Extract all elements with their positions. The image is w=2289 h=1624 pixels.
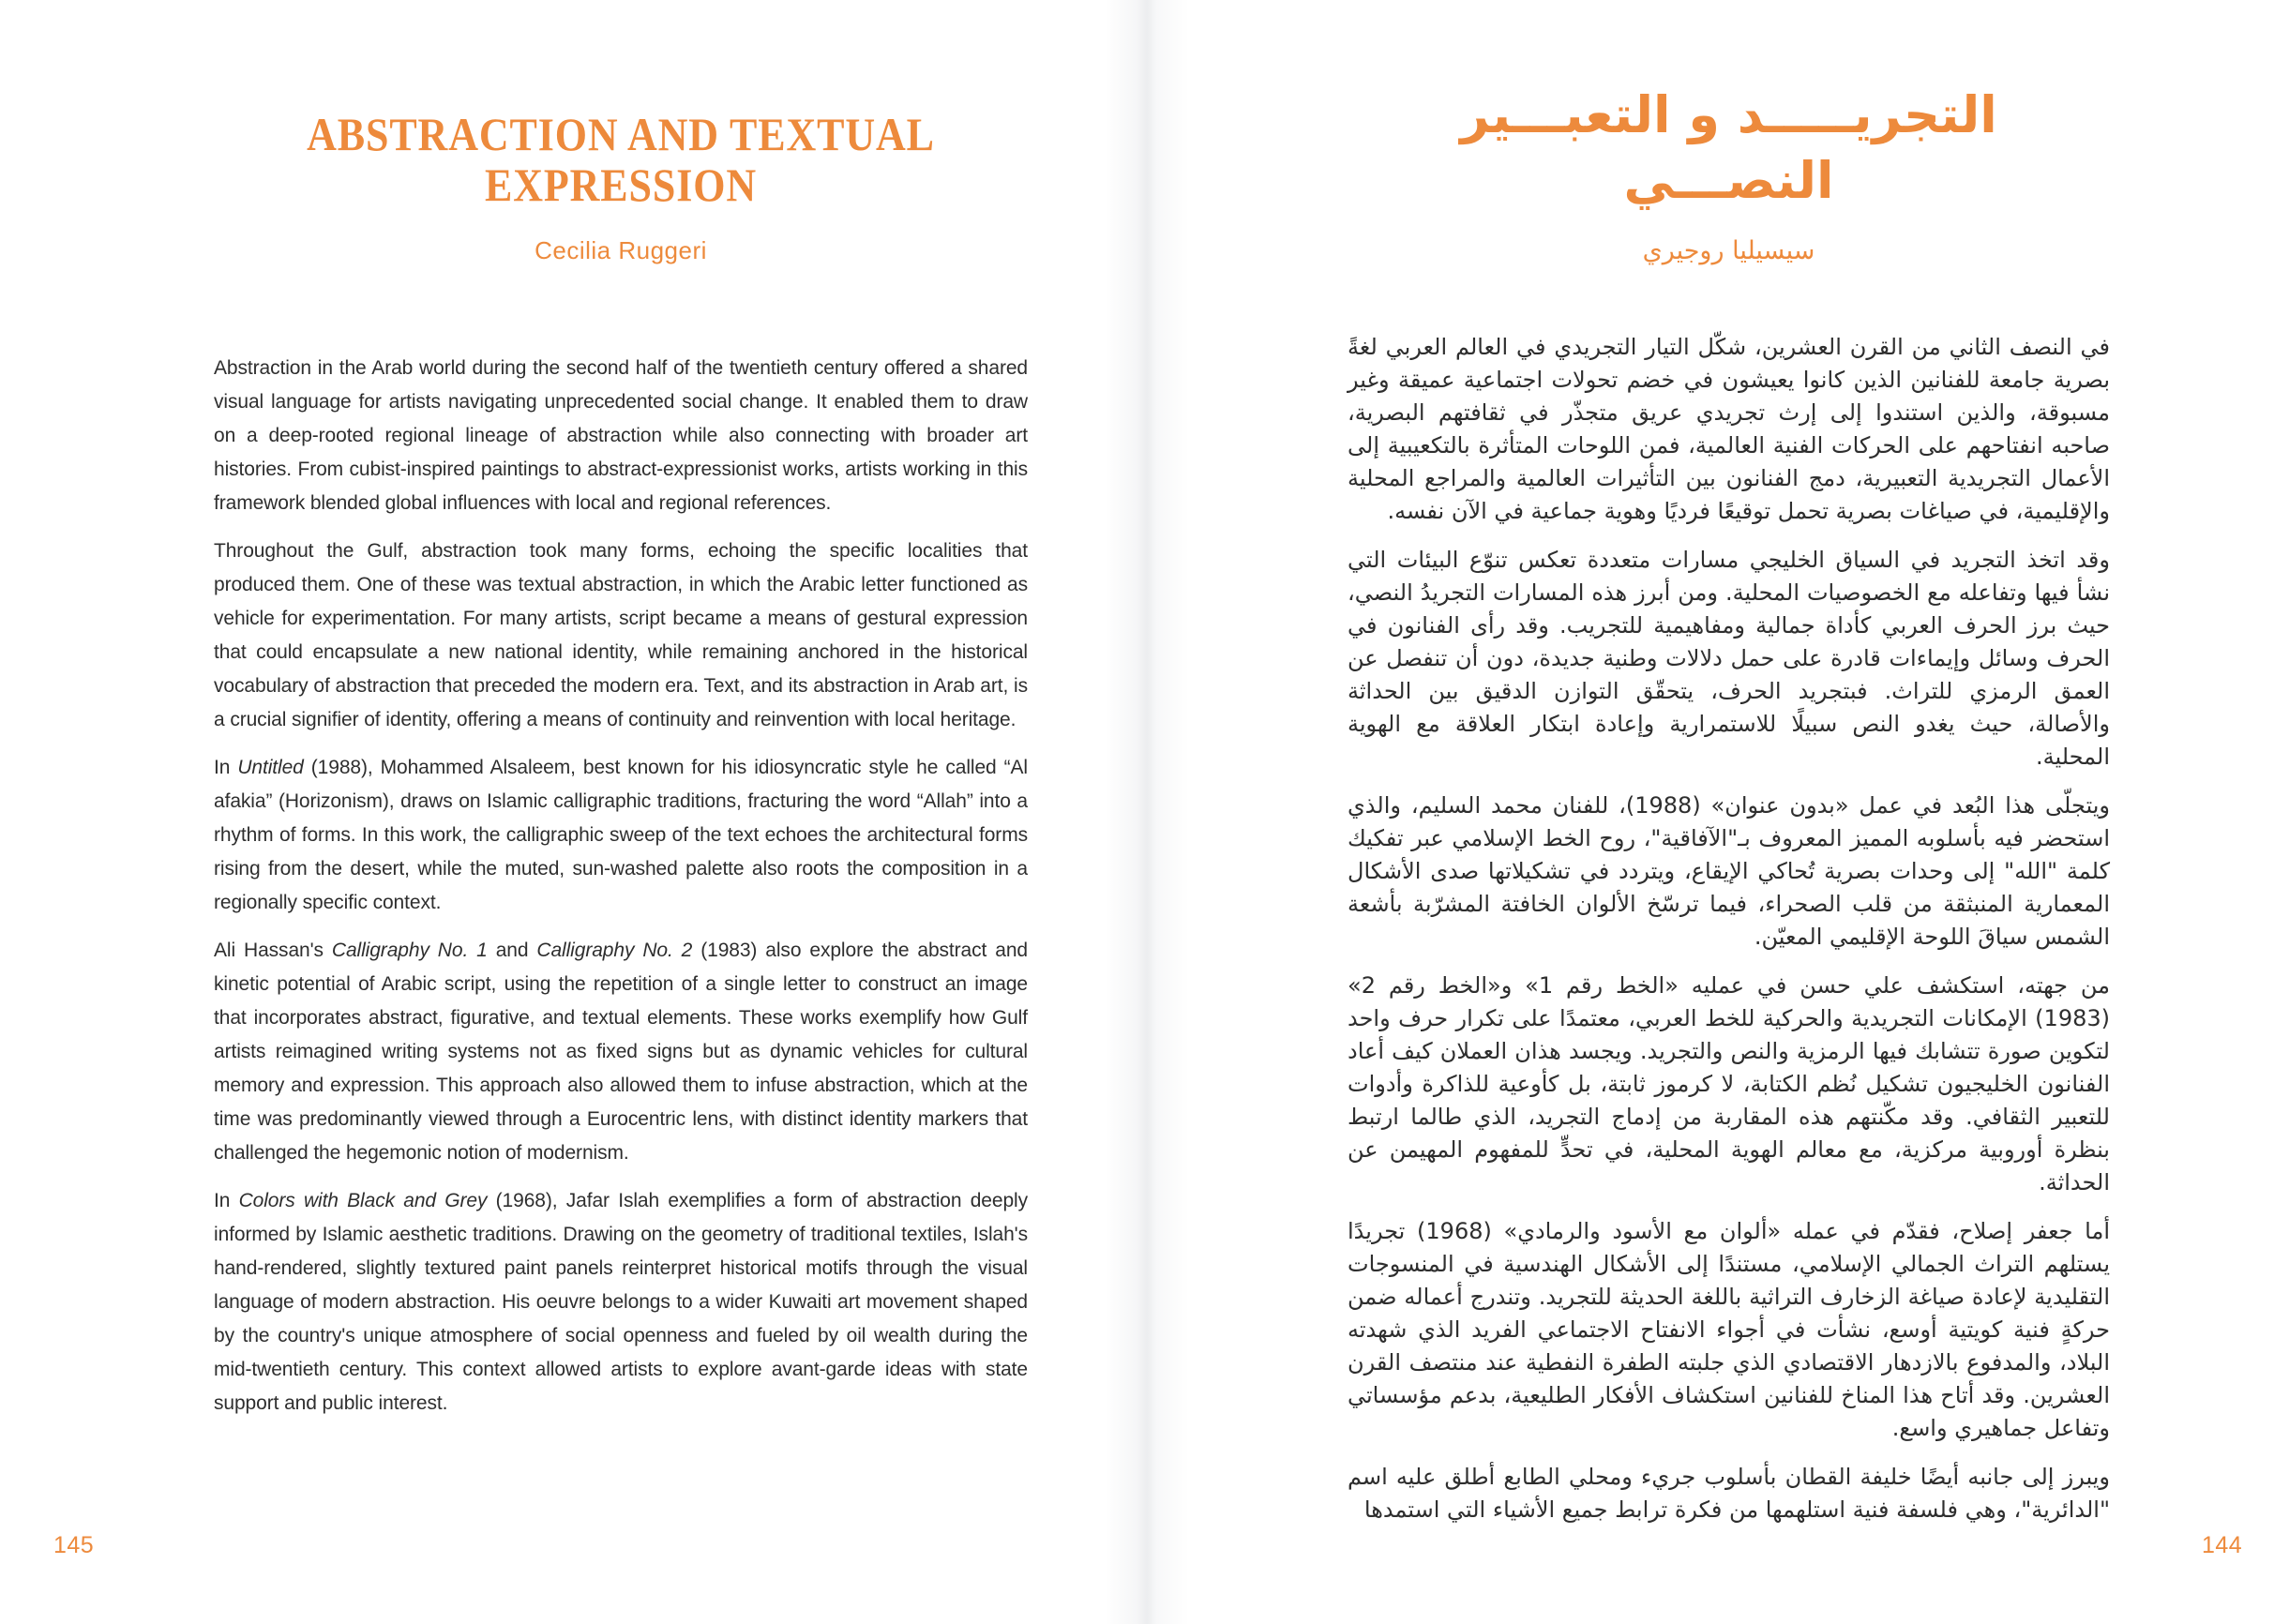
italic-text-run: Calligraphy No. 2 xyxy=(536,940,693,961)
paragraph xyxy=(1348,1215,2110,1445)
paragraph xyxy=(1348,331,2110,528)
paragraph xyxy=(1348,544,2110,774)
text-run: من جهته، استكشف علي حسن في عمليه «الخط رقم 1» و«الخط رقم 2» (1983) الإمكانات التجريدية والحركية للخط العربي، معتمدًا على تكرار حرف واحد لتكوين صورة تتشابك فيها الرمزية والنص والتجريد. ويجسد هذان العملان كيف أعاد الفنانون الخليجيون تشكيل نُظم الكتابة، لا كرموز ثابتة، بل كأوعية للذاكرة وأدوات للتعبير الثقافي. وقد مكّنتهم هذه المقاربة من إدماج التجريد، الذي طالما ارتبط بنظرة أوروبية مركزية، مع معالم الهوية المحلية، في تحدٍّ للمفهوم المهيمن عن الحداثة. xyxy=(1348,972,2110,1196)
article-title-arabic: التجريـــــد و التعبـــير النصـــي xyxy=(1460,85,1997,211)
text-run: في النصف الثاني من القرن العشرين، شكّل التيار التجريدي في العالم العربي لغةً بصرية جامعة للفنانين الذين كانوا يعيشون في خضم تحولات اجتماعية عميقة وغير مسبوقة، والذين استندوا إلى إرث تجريدي عريق متجذّر في ثقافتهم البصرية، صاحبه انفتاحهم على الحركات الفنية العالمية، فمن اللوحات المتأثرة بالتكعيبية إلى الأعمال التجريدية التعبيرية، دمج الفنانون بين التأثيرات العالمية والمراجع المحلية والإقليمية، في صياغات بصرية تحمل توقيعًا فرديًا وهوية جماعية في الآن نفسه. xyxy=(1348,334,2110,525)
italic-text-run: Colors with Black and Grey xyxy=(238,1190,488,1211)
page-number-right: 144 xyxy=(2202,1532,2243,1558)
text-run: Ali Hassan's xyxy=(214,940,332,961)
text-run: In xyxy=(214,1190,239,1211)
paragraph xyxy=(1348,970,2110,1199)
paragraph xyxy=(1348,789,2110,954)
paragraph xyxy=(1348,1461,2110,1526)
paragraph xyxy=(214,1184,1028,1421)
arabic-column xyxy=(1348,0,2110,1542)
page-number-left: 145 xyxy=(53,1532,95,1558)
english-paragraphs xyxy=(214,352,1028,1421)
italic-text-run: Calligraphy No. 1 xyxy=(331,940,488,961)
article-title-english: ABSTRACTION AND TEXTUAL EXPRESSION xyxy=(307,108,935,211)
text-run: ويبرز إلى جانبه أيضًا خليفة القطان بأسلوب جريء ومحلي الطابع أطلق عليه اسم "الدائرية"، وهي فلسفة فنية استلهمها من فكرة ترابط جميع الأشياء التي استمدها xyxy=(1348,1464,2110,1524)
text-run: Abstraction in the Arab world during the second half of the twentieth century offered a shared visual language for artists navigating unprecedented social change. It enabled them to draw on a deep-rooted regional lineage of abstraction while also connecting with broader art histories. From cubist-inspired paintings to abstract-expressionist works, artists working in this framework blended global influences with local and regional references. xyxy=(214,357,1028,514)
text-run: أما جعفر إصلاح، فقدّم في عمله «ألوان مع الأسود والرمادي» (1968) تجريدًا يستلهم التراث الجمالي الإسلامي، مستندًا إلى الأشكال الهندسية في المنسوجات التقليدية لإعادة صياغة الزخارف التراثية باللغة الحديثة للتجريد. وتندرج أعماله ضمن حركةٍ فنية كويتية أوسع، نشأت في أجواء الانفتاح الاجتماعي الفريد الذي شهدته البلاد، والمدفوع بالازدهار الاقتصادي الذي جلبته الطفرة النفطية عند منتصف القرن العشرين. وقد أتاح هذا المناخ للفنانين استكشاف الأفكار الطليعية، بدعم مؤسساتي وتفاعل جماهيري واسع. xyxy=(1348,1218,2110,1442)
author-name-english: Cecilia Ruggeri xyxy=(535,236,707,264)
text-run: وقد اتخذ التجريد في السياق الخليجي مسارات متعددة تعكس تنوّع البيئات التي نشأ فيها وتفاعله مع الخصوصيات المحلية. ومن أبرز هذه المسارات التجريدُ النصي، حيث برز الحرف العربي كأداة جمالية ومفاهيمية للتجريب. وقد رأى الفنانون في الحرف وسائل وإيماءات قادرة على حمل دلالات وطنية جديدة، دون أن تنفصل عن العمق الرمزي للتراث. فبتجريد الحرف، يتحقّق التوازن الدقيق بين الحداثة والأصالة، حيث يغدو النص سبيلًا للاستمرارية وإعادة ابتكار العلاقة مع الهوية المحلية. xyxy=(1348,547,2110,771)
text-run: Throughout the Gulf, abstraction took many forms, echoing the specific localities that produced them. One of these was textual abstraction, in which the Arabic letter functioned as vehicle for experimentation. For many artists, script became a means of gestural expression that could encapsulate a new national identity, while remaining anchored in the historical vocabulary of abstraction that preceded the modern era. Text, and its abstraction in Arab art, is a crucial signifier of identity, offering a means of continuity and reinvention with local heritage. xyxy=(214,540,1028,730)
text-run: and xyxy=(487,940,537,961)
italic-text-run: Untitled xyxy=(237,757,304,778)
paragraph xyxy=(214,751,1028,920)
text-run: (1988), Mohammed Alsaleem, best known for his idiosyncratic style he called “Al afakia” (Horizonism), draws on Islamic calligraphic traditions, fracturing the word “Allah” into a rhythm of forms. In this work, the calligraphic sweep of the text echoes the architectural forms rising from the desert, while the muted, sun-washed palette also roots the composition in a regionally specific context. xyxy=(214,757,1028,913)
arabic-paragraphs xyxy=(1348,331,2110,1526)
author-name-arabic: سيسيليا روجيري xyxy=(1642,236,1815,266)
paragraph xyxy=(214,352,1028,520)
paragraph xyxy=(214,534,1028,737)
text-run: (1968), Jafar Islah exemplifies a form of abstraction deeply informed by Islamic aesthetic traditions. Drawing on the geometry of traditional textiles, Islah's hand-rendered, slightly textured paint panels reinterpret historical motifs through the visual language of modern abstraction. His oeuvre belongs to a wider Kuwaiti art movement shaped by the country's unique atmosphere of social openness and fueled by oil wealth during the mid-twentieth century. This context allowed artists to explore avant-garde ideas with state support and public interest. xyxy=(214,1190,1028,1414)
english-column xyxy=(214,0,1028,1435)
text-run: In xyxy=(214,757,238,778)
text-run: (1983) also explore the abstract and kinetic potential of Arabic script, using the repetition of a single letter to construct an image that incorporates abstract, figurative, and textual elements. These works exemplify how Gulf artists reimagined writing systems not as fixed signs but as dynamic vehicles for cultural memory and expression. This approach also allowed them to infuse abstraction, which at the time was predominantly viewed through a Eurocentric lens, with distinct identity markers that challenged the hegemonic notion of modernism. xyxy=(214,940,1028,1164)
page-gutter-shadow xyxy=(1105,0,1189,1624)
text-run: ويتجلّى هذا البُعد في عمل «بدون عنوان» (1988)، للفنان محمد السليم، والذي استحضر فيه بأسلوبه المميز المعروف بـ"الآفاقية"، روح الخط الإسلامي عبر تفكيك كلمة "الله" إلى وحدات بصرية تُحاكي الإيقاع، ويتردد في تشكيلاتها صدى الأشكال المعمارية المنبثقة من قلب الصحراء، فيما ترسّخ الألوان الخافتة المشرّبة بأشعة الشمس سياقَ اللوحة الإقليمي المعيّن. xyxy=(1348,792,2110,951)
paragraph xyxy=(214,934,1028,1170)
